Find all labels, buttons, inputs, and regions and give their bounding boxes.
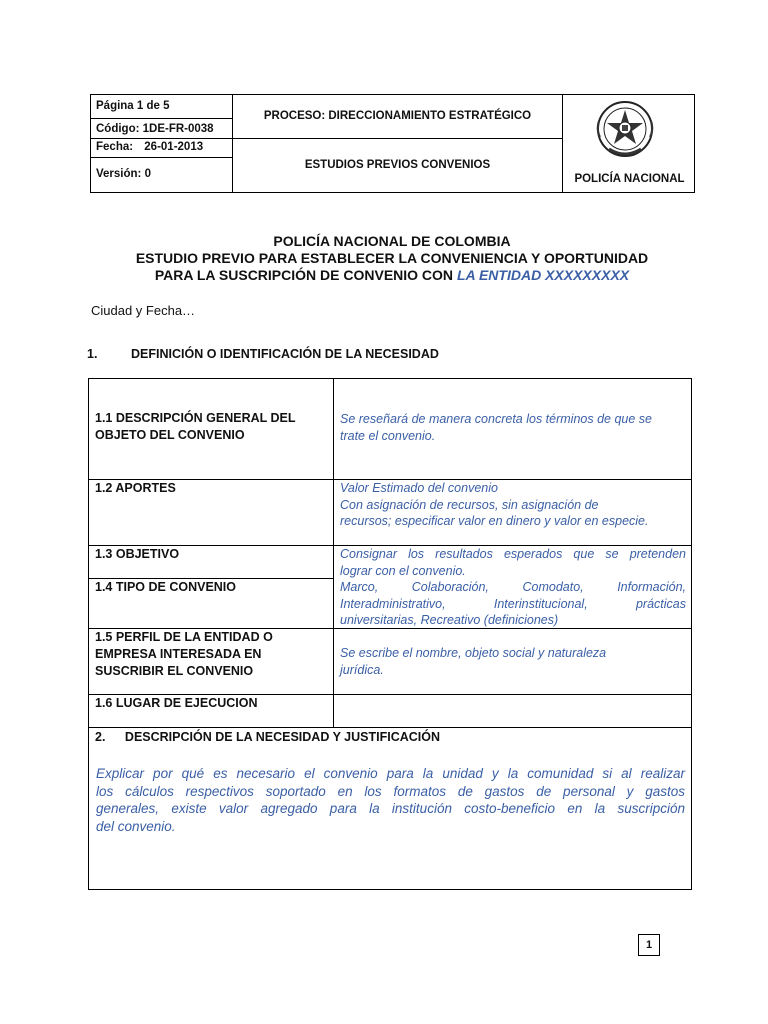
document-code: Código: 1DE-FR-0038 xyxy=(96,123,214,135)
row-label-lugar-ejecucion: 1.6 LUGAR DE EJECUCION xyxy=(95,696,258,710)
row-value-aportes: Valor Estimado del convenio Con asignación de recursos, sin asignación de recursos; especificar valor en dinero y valor en especie. xyxy=(340,481,649,528)
main-title-line-2: ESTUDIO PREVIO PARA ESTABLECER LA CONVENIENCIA Y OPORTUNIDAD xyxy=(135,250,649,266)
row-label-perfil-entidad: 1.5 PERFIL DE LA ENTIDAD O EMPRESA INTERESADA EN SUSCRIBIR EL CONVENIO xyxy=(95,630,273,678)
row-value-tipo-convenio: Marco, Colaboración, Comodato, Información, Interadministrativo, Interinstitucional, prácticas universitarias, Recreativo (definiciones) xyxy=(340,580,686,627)
title-prefix: PARA LA SUSCRIPCIÓN DE CONVENIO CON xyxy=(154,267,454,283)
process-title: PROCESO: DIRECCIONAMIENTO ESTRATÉGICO xyxy=(263,110,532,122)
main-title-line-1: POLICÍA NACIONAL DE COLOMBIA xyxy=(273,233,511,249)
section-1-title: DEFINICIÓN O IDENTIFICACIÓN DE LA NECESIDAD xyxy=(131,347,439,361)
main-title-line-3 xyxy=(60,266,724,284)
need-definition-table xyxy=(88,378,692,890)
date-value: 26-01-2013 xyxy=(144,141,204,153)
section-2-body: Explicar por qué es necesario el convenio para la unidad y la comunidad si al realizar los cálculos respectivos soportado en los formatos de gastos de personal y gastos generales, existe valor agregado para la institución costo-beneficio en la suscripción del convenio. xyxy=(96,766,685,834)
section-2-heading: 2. DESCRIPCIÓN DE LA NECESIDAD Y JUSTIFICACIÓN xyxy=(95,730,441,744)
date-label: Fecha: xyxy=(96,141,134,153)
entity-placeholder: LA ENTIDAD XXXXXXXXX xyxy=(456,267,630,283)
row-value-perfil-entidad: Se escribe el nombre, objeto social y naturaleza jurídica. xyxy=(340,646,607,677)
institution-name: POLICÍA NACIONAL xyxy=(574,173,685,185)
row-value-objetivo: Consignar los resultados esperados que se pretenden lograr con el convenio. xyxy=(340,547,686,578)
section-1-number: 1. xyxy=(87,347,98,361)
document-date xyxy=(96,141,203,153)
city-date-line: Ciudad y Fecha… xyxy=(91,303,196,318)
row-label-aportes: 1.2 APORTES xyxy=(95,481,176,495)
page-indicator: Página 1 de 5 xyxy=(96,100,170,112)
row-label-tipo-convenio: 1.4 TIPO DE CONVENIO xyxy=(95,580,237,594)
row-label-general-description: 1.1 DESCRIPCIÓN GENERAL DEL OBJETO DEL CONVENIO xyxy=(95,411,296,442)
row-value-general-description: Se reseñará de manera concreta los términos de que se trate el convenio. xyxy=(340,412,652,443)
row-label-objetivo: 1.3 OBJETIVO xyxy=(95,547,180,561)
police-crest-logo xyxy=(594,99,656,161)
document-version: Versión: 0 xyxy=(96,168,151,180)
page-number: 1 xyxy=(638,934,660,956)
studies-title: ESTUDIOS PREVIOS CONVENIOS xyxy=(304,159,491,171)
